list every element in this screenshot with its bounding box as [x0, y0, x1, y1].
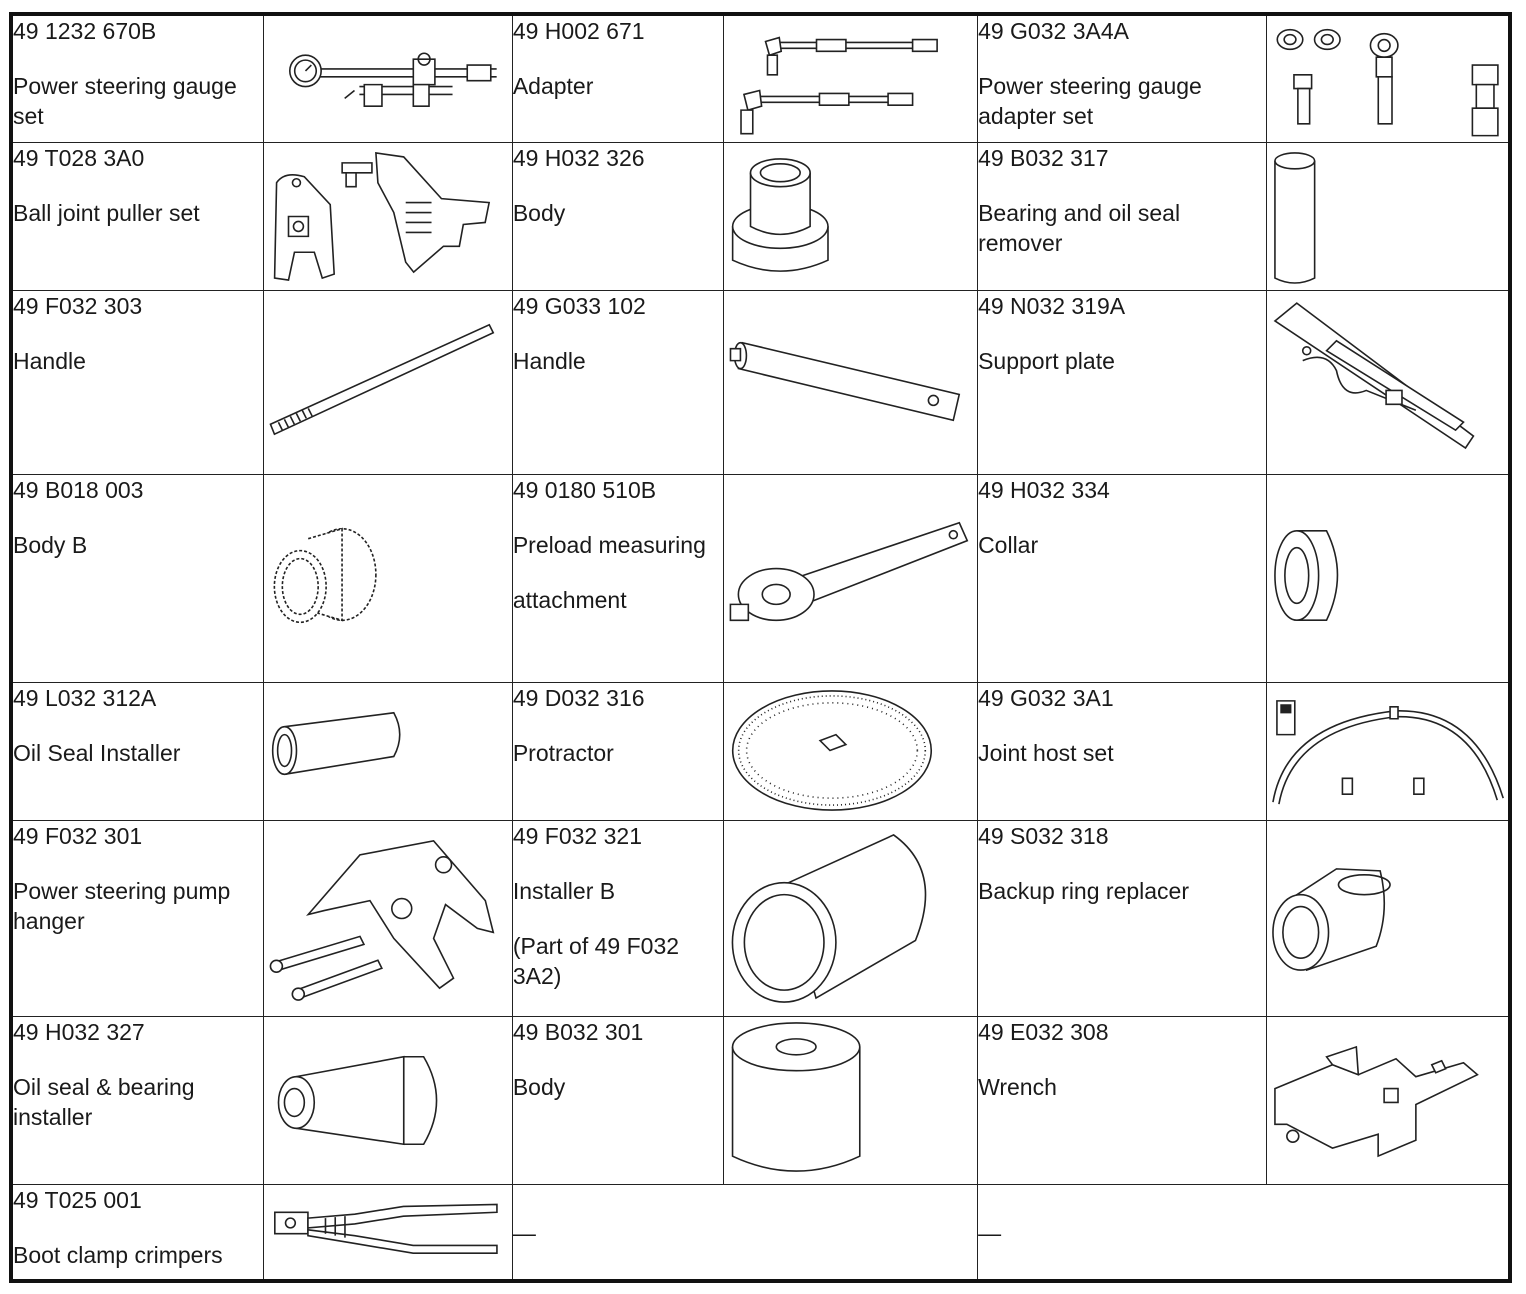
tool-name: Power steering gauge adapter set: [978, 73, 1202, 129]
part-number: 49 G033 102: [512, 292, 646, 319]
tool-text-cell: [11, 682, 264, 820]
tool-text-cell: [11, 14, 264, 142]
table-row: [11, 1016, 1510, 1184]
tool-text-cell: [11, 474, 264, 682]
part-number: 49 B032 317: [978, 144, 1109, 171]
table-row: [11, 142, 1510, 290]
joint-hose-icon: [1266, 682, 1510, 820]
tool-text-cell: [512, 682, 724, 820]
part-number: 49 H032 326: [512, 144, 645, 171]
ball-joint-puller-icon: [264, 142, 513, 290]
tool-text-cell: [512, 290, 724, 474]
tool-name: Backup ring replacer: [978, 877, 1190, 904]
part-number: 49 E032 308: [978, 1018, 1109, 1045]
tool-name: Preload measuring attachment: [512, 531, 706, 613]
empty-dash: —: [512, 1219, 536, 1246]
tool-text-cell: [512, 14, 724, 142]
tool-name: Handle: [512, 347, 586, 374]
part-number: 49 H002 671: [512, 18, 645, 44]
tool-name: Installer B: [512, 877, 616, 904]
table-row: [11, 474, 1510, 682]
tool-text-cell: [512, 1016, 724, 1184]
tool-name: Ball joint puller set: [13, 199, 200, 226]
tool-text-cell: [11, 820, 264, 1016]
tool-name: Wrench: [978, 1073, 1057, 1100]
ring-replacer-icon: [1266, 820, 1510, 1016]
tool-name: Body: [512, 199, 566, 226]
table-row: [11, 820, 1510, 1016]
tool-name: Oil Seal Installer: [13, 739, 181, 766]
table-row: [11, 682, 1510, 820]
threaded-rod-icon: [264, 290, 513, 474]
tool-text-cell: [512, 142, 724, 290]
tool-name: Support plate: [978, 347, 1115, 374]
tool-name: Collar: [978, 531, 1039, 558]
part-number: 49 T028 3A0: [13, 144, 145, 171]
part-number: 49 F032 301: [13, 822, 143, 849]
stepped-sleeve-icon: [264, 474, 513, 682]
preload-wrench-icon: [724, 474, 978, 682]
pump-hanger-icon: [264, 820, 513, 1016]
tool-text-cell: [978, 474, 1267, 682]
tool-text-cell: [512, 820, 724, 1016]
stepped-body-icon: [724, 142, 978, 290]
support-plate-icon: [1266, 290, 1510, 474]
tool-text-cell: [11, 1184, 264, 1281]
hose-adapter-icon: [724, 14, 978, 142]
crimping-pliers-icon: [264, 1184, 513, 1281]
tool-name: Body: [512, 1073, 566, 1100]
table-row: [11, 1184, 1510, 1281]
seal-installer-icon: [264, 1016, 513, 1184]
part-number: 49 N032 319A: [978, 292, 1126, 319]
table-row: [11, 290, 1510, 474]
tool-name: Body B: [13, 531, 88, 558]
part-number: 49 B032 301: [512, 1018, 644, 1045]
part-number: 49 1232 670B: [13, 18, 157, 44]
tool-name: Boot clamp crimpers: [13, 1241, 223, 1268]
tube-icon: [264, 682, 513, 820]
part-number: 49 H032 327: [13, 1018, 145, 1045]
tool-name: Bearing and oil seal remover: [978, 199, 1181, 256]
tool-name: Oil seal & bearing installer: [13, 1073, 195, 1130]
protractor-disc-icon: [724, 682, 978, 820]
tool-text-cell: [11, 1016, 264, 1184]
bracket-wrench-icon: [1266, 1016, 1510, 1184]
tool-name: Joint host set: [978, 739, 1114, 766]
tool-text-cell: [978, 1016, 1267, 1184]
part-number: 49 L032 312A: [13, 684, 157, 711]
tool-text-cell: [11, 142, 264, 290]
tool-text-cell: [978, 14, 1267, 142]
tool-text-cell: [512, 474, 724, 682]
part-number: 49 H032 334: [978, 476, 1110, 503]
tool-name: Power steering gauge set: [13, 73, 237, 129]
part-number: 49 B018 003: [13, 476, 144, 503]
part-number: 49 D032 316: [512, 684, 645, 711]
cylinder-icon: [1266, 142, 1510, 290]
collar-icon: [1266, 474, 1510, 682]
tool-text-cell: [978, 682, 1267, 820]
part-number: 49 G032 3A1: [978, 684, 1114, 711]
tool-name: Protractor: [512, 739, 614, 766]
tool-note: (Part of 49 F032 3A2): [512, 932, 680, 989]
tool-text-cell: [978, 290, 1267, 474]
part-number: 49 T025 001: [13, 1186, 142, 1213]
table-row: [11, 14, 1510, 142]
part-number: 49 S032 318: [978, 822, 1109, 849]
tool-name: Power steering pump hanger: [13, 877, 231, 934]
fitting-set-icon: [1266, 14, 1510, 142]
part-number: 49 0180 510B: [512, 476, 657, 503]
pressure-gauge-icon: [264, 14, 513, 142]
tool-text-cell: [978, 820, 1267, 1016]
tool-text-cell: [978, 142, 1267, 290]
tool-name: Adapter: [512, 73, 594, 99]
empty-dash: —: [978, 1219, 1002, 1246]
empty-cell: [978, 1184, 1510, 1281]
installer-drum-icon: [724, 820, 978, 1016]
special-tools-table: [9, 12, 1512, 1283]
tool-text-cell: [11, 290, 264, 474]
part-number: 49 G032 3A4A: [978, 18, 1129, 44]
part-number: 49 F032 321: [512, 822, 642, 849]
part-number: 49 F032 303: [13, 292, 143, 319]
tool-name: Handle: [13, 347, 86, 374]
round-bar-icon: [724, 290, 978, 474]
body-cup-icon: [724, 1016, 978, 1184]
empty-cell: [512, 1184, 977, 1281]
